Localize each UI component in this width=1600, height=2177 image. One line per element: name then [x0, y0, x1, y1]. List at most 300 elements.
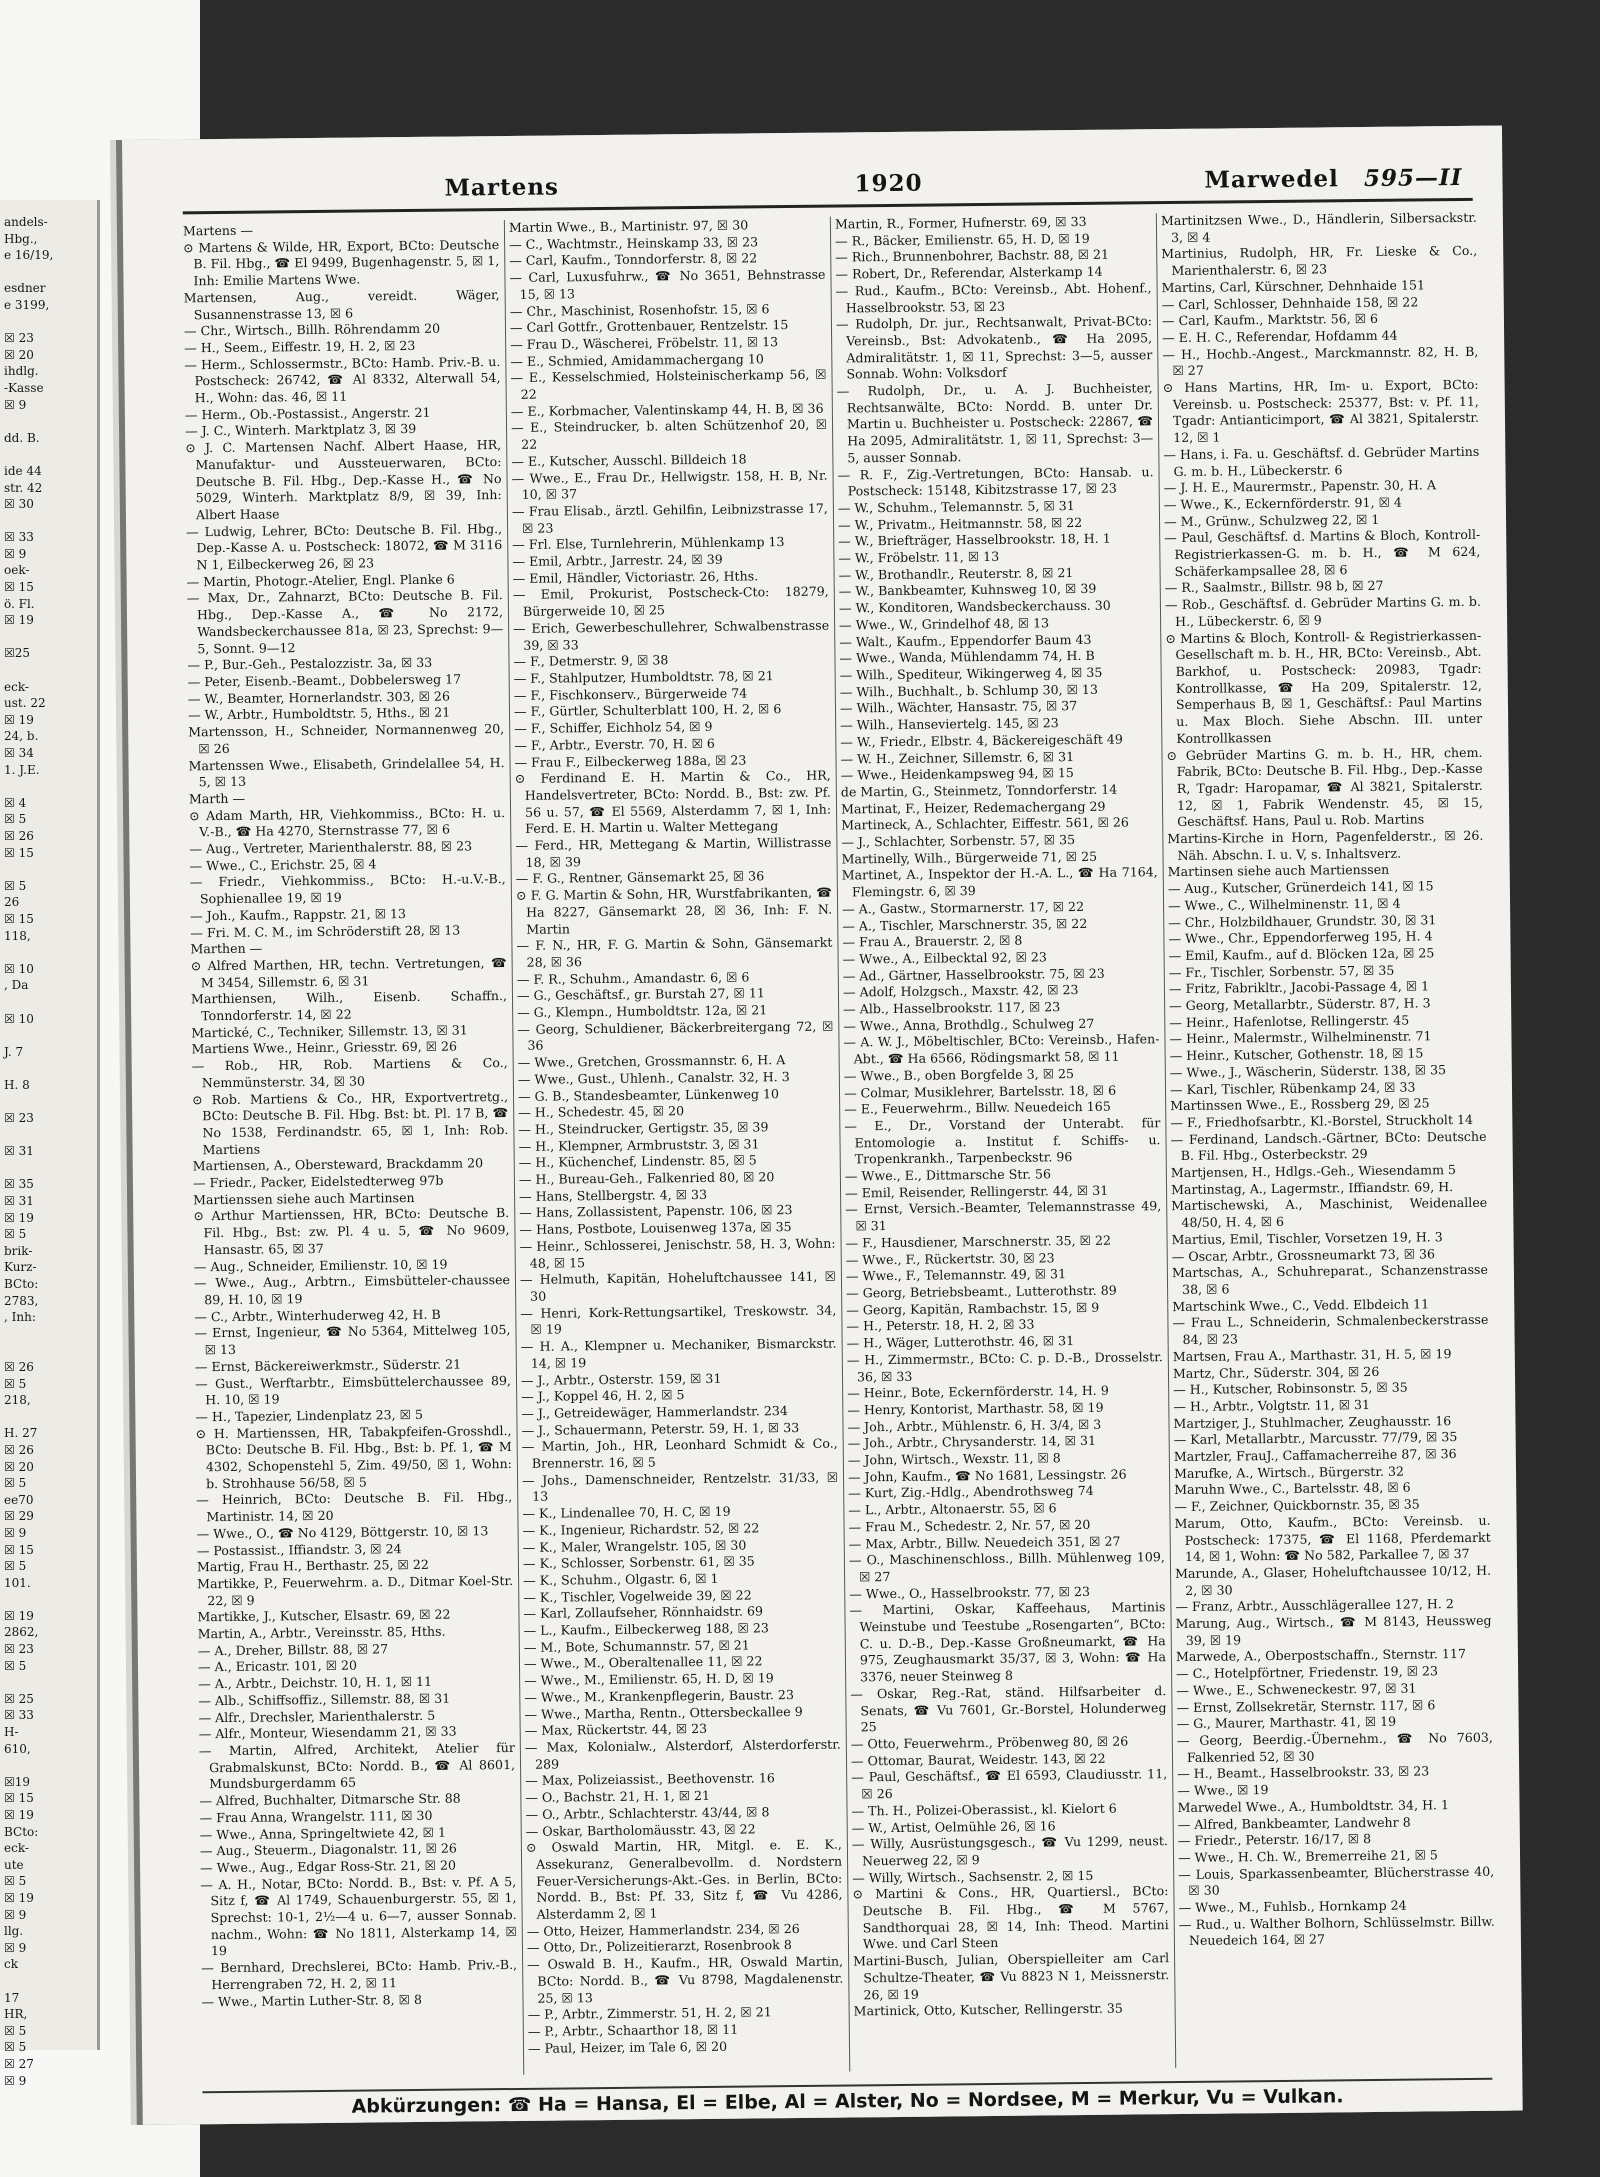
prev-page-line: 17 [4, 1990, 20, 2005]
directory-entry: Martienssen siehe auch Martinsen [193, 1189, 415, 1208]
prev-page-line: ide 44 [4, 463, 42, 478]
directory-entry: ⊙ H. Martienssen, HR, Tabakpfeifen-Grosshdl., BCto: Deutsche B. Fil. Hbg., Bst: b. Pf. 1, ☎ M 4302, Schopenstehl 5, Zim. 49/50, ☒ 1, Wohn: b. Strohhause 56/58, ☒ 5 [195, 1422, 512, 1491]
directory-entry: — Robert, Dr., Referendar, Alsterkamp 14 [835, 263, 1103, 282]
directory-entry: — W., Arbtr., Humboldtstr. 5, Hths., ☒ 21 [187, 704, 451, 723]
directory-entry: — Karl, Metallarbtr., Marcusstr. 77/79, ☒ 35 [1173, 1429, 1458, 1448]
directory-entry: — E., Steindrucker, b. alten Schützenhof 20, ☒ 22 [510, 417, 828, 452]
directory-entry: — K., Tischler, Vogelweide 39, ☒ 22 [523, 1587, 752, 1605]
directory-entry: Marufke, A., Wirtsch., Bürgerstr. 32 [1173, 1463, 1405, 1481]
prev-page-line: 610, [4, 1741, 31, 1756]
prev-page-line [4, 1160, 97, 1177]
prev-page-line: ☒ 33 [4, 1708, 34, 1723]
page-number: 595—II [1363, 163, 1463, 192]
directory-entry: — M., Grünw., Schulzweg 22, ☒ 1 [1163, 511, 1380, 529]
directory-entry: — Martini, Oskar, Kaffeehaus, Martinis Weinstube und Teestube „Rosengarten“, BCto: C. u. D.-B., Dep.-Kasse Großneumarkt, ☎ Ha 975, Zeughausmarkt 35/37, ☒ 3, Wohn: ☎ Ha 3376, neuer Steinweg 8 [849, 1599, 1167, 1685]
directory-entry: — Alfr., Drechsler, Marienthalerstr. 5 [198, 1707, 436, 1725]
directory-entry: — W., Konditoren, Wandsbeckerchauss. 30 [838, 597, 1111, 616]
directory-entry: — G. B., Standesbeamter, Lünkenweg 10 [517, 1085, 780, 1104]
prev-page-line [4, 314, 97, 331]
directory-entry: — Emil, Prokurist, Postscheck-Cto: 18279, Bürgerweide 10, ☒ 25 [512, 584, 829, 619]
directory-entry: Martjensen, H., Hdlgs.-Geh., Wiesendamm 5 [1170, 1162, 1457, 1181]
directory-entry: — Ferdinand, Landsch.-Gärtner, BCto: Deutsche B. Fil. Hbg., Osterbeckstr. 29 [1170, 1128, 1487, 1164]
prev-page-line: ☒ 15 [4, 845, 34, 860]
directory-entry: Martins-Kirche in Horn, Pagenfelderstr., ☒ 26. Näh. Abschn. I. u. V, s. Inhaltsverz. [1167, 827, 1484, 863]
prev-page-line: ☒ 4 [4, 795, 27, 810]
prev-page-line [4, 446, 97, 463]
directory-entry: — H., Seem., Eiffestr. 19, H. 2, ☒ 23 [184, 337, 416, 356]
prev-page-line: andels- [4, 215, 48, 229]
prev-page-line: ☒ 19 [4, 1890, 34, 1905]
prev-page-line: ☒ 5 [4, 1559, 27, 1574]
directory-entry: — E., Feuerwehrm., Billw. Neuedeich 165 [844, 1098, 1111, 1117]
prev-page-line: ☒ 19 [4, 1608, 34, 1623]
column-3 [835, 213, 1170, 2071]
prev-page-line [4, 264, 97, 281]
directory-entry: — E., Korbmacher, Valentinskamp 44, H. B, ☒ 36 [510, 400, 824, 419]
prev-page-line: 26 [4, 895, 20, 910]
directory-entry: — Frl. Else, Turnlehrerin, Mühlenkamp 13 [512, 534, 785, 553]
directory-entry: — Wwe., M., Emilienstr. 65, H. D, ☒ 19 [524, 1670, 774, 1689]
directory-entry: — A., Ericastr. 101, ☒ 20 [197, 1658, 358, 1675]
directory-entry: — R., Saalmstr., Billstr. 98 b, ☒ 27 [1164, 578, 1384, 596]
directory-entry: — Wilh., Hanseviertelg. 145, ☒ 23 [840, 715, 1059, 733]
directory-entry: — G., Geschäftsf., gr. Burstah 27, ☒ 11 [516, 985, 765, 1004]
prev-page-line [4, 1027, 97, 1044]
directory-entry: — Peter, Eisenb.-Beamt., Dobbelersweg 17 [187, 671, 462, 690]
directory-entry: — Heinr., Schlosserei, Jenischstr. 58, H. 3, Wohn: 48, ☒ 15 [519, 1235, 836, 1271]
directory-entry: — A., Gastw., Stormarnerstr. 17, ☒ 22 [842, 898, 1085, 917]
directory-entry: — Heinr., Kutscher, Gothenstr. 18, ☒ 15 [1169, 1045, 1424, 1064]
directory-entry: — H., Peterstr. 18, H. 2, ☒ 33 [846, 1316, 1035, 1334]
directory-entry: Martziger, J., Stuhlmacher, Zeughausstr. 16 [1173, 1412, 1452, 1431]
prev-page-line: ck [4, 1957, 18, 1972]
directory-entry: — W., Bankbeamter, Kuhnsweg 10, ☒ 39 [838, 581, 1097, 599]
prev-page-line [4, 662, 97, 679]
directory-entry: — Paul, Heizer, im Tale 6, ☒ 20 [527, 2038, 728, 2056]
directory-entry: — H., Kutscher, Robinsonstr. 5, ☒ 35 [1173, 1379, 1408, 1398]
directory-entry: — H., Wäger, Lutterothstr. 46, ☒ 31 [846, 1333, 1075, 1351]
prev-page-line: BCto: [4, 1277, 39, 1291]
prev-page-line: ☒19 [4, 1774, 31, 1789]
directory-entry: — Chr., Maschinist, Rosenhofstr. 15, ☒ 6 [509, 300, 770, 319]
directory-entry: — Wwe., C., Wilhelminenstr. 11, ☒ 4 [1167, 895, 1401, 913]
directory-entry: — Carl Gottfr., Grottenbauer, Rentzelstr. 15 [509, 317, 789, 336]
directory-entry: Martinick, Otto, Kutscher, Rellingerstr. 35 [853, 2000, 1123, 2019]
prev-page-line: ☒ 29 [4, 1509, 34, 1524]
directory-entry: — Alfred, Buchhalter, Ditmarsche Str. 88 [199, 1790, 461, 1809]
directory-entry: — K., Maler, Wrangelstr. 105, ☒ 30 [522, 1537, 747, 1555]
prev-page-line: ☒ 5 [4, 1874, 27, 1889]
prev-page-line: ☒ 19 [4, 1808, 34, 1822]
directory-entry: — J. C., Winterh. Marktplatz 3, ☒ 39 [184, 421, 417, 439]
directory-entry: — H., Klempner, Armbruststr. 3, ☒ 31 [518, 1136, 760, 1154]
directory-entry: — Rob., HR, Rob. Martiens & Co., Nemmünsterstr. 34, ☒ 30 [191, 1055, 508, 1091]
directory-entry: — Helmuth, Kapitän, Hoheluftchaussee 141, ☒ 30 [519, 1268, 837, 1304]
prev-page-line: ☒ 9 [4, 1940, 27, 1955]
directory-entry: — Oskar, Reg.-Rat, ständ. Hilfsarbeiter d. Senats, ☎ Vu 7601, Gr.-Borstel, Holunderweg 25 [850, 1683, 1167, 1735]
directory-entry: Martinet, A., Inspektor der H.-A. L., ☎ Ha 7164, Flemingstr. 6, ☒ 39 [841, 864, 1158, 900]
prev-page-line: Kurz- [4, 1260, 37, 1275]
directory-entry: — F., Detmerstr. 9, ☒ 38 [513, 652, 669, 670]
directory-entry: — O., Arbtr., Schlachterstr. 43/44, ☒ 8 [525, 1804, 770, 1822]
directory-entry: — H., Arbtr., Volgtstr. 11, ☒ 31 [1173, 1396, 1371, 1414]
directory-entry: — Wilh., Wächter, Hansastr. 75, ☒ 37 [839, 698, 1078, 716]
directory-entry: Martikke, P., Feuerwehrm. a. D., Ditmar Koel-Str. 22, ☒ 9 [197, 1572, 514, 1608]
prev-page-line: ☒ 19 [4, 613, 34, 628]
directory-entry: — Alfred, Bankbeamter, Landwehr 8 [1177, 1814, 1411, 1832]
directory-entry: — Martin, Photogr.-Atelier, Engl. Planke 6 [186, 571, 455, 590]
prev-page-line: ☒ 10 [4, 1011, 34, 1026]
directory-entry: — K., Schuhm., Olgastr. 6, ☒ 1 [523, 1570, 719, 1588]
directory-entry: — Alb., Hasselbrookstr. 117, ☒ 23 [843, 999, 1061, 1017]
prev-page-line: ☒ 20 [4, 347, 34, 362]
directory-entry: Martiensen, A., Obersteward, Brackdamm 20 [192, 1155, 484, 1174]
prev-page-line: ☒ 15 [4, 911, 34, 926]
prev-page-line: ☒ 5 [4, 1658, 27, 1673]
directory-entry: — Wwe., Wanda, Mühlendamm 74, H. B [839, 648, 1095, 666]
directory-entry: — H., Küchenchef, Lindenstr. 85, ☒ 5 [518, 1152, 757, 1171]
prev-page-line [4, 1127, 97, 1144]
prev-page-line [4, 629, 97, 646]
prev-page-line [4, 513, 97, 530]
directory-entry: Martinius, Rudolph, HR, Fr. Lieske & Co., Marienthalerstr. 6, ☒ 23 [1161, 243, 1478, 279]
prev-page-line: ☒ 34 [4, 746, 34, 760]
prev-page-line: ☒ 23 [4, 1642, 34, 1657]
directory-entry: Marum, Otto, Kaufm., BCto: Vereinsb. u. Postscheck: 17375, ☎ El 1168, Pferdemarkt 14, ☒ 1, Wohn: ☎ No 582, Parkallee 7, ☒ 37 [1174, 1512, 1491, 1565]
prev-page-line: e 3199, [4, 297, 50, 312]
directory-entry: — Wwe., Gust., Uhlenh., Canalstr. 32, H. 3 [517, 1068, 790, 1087]
directory-entry: — Friedr., Peterstr. 16/17, ☒ 8 [1177, 1831, 1372, 1849]
directory-entry: ⊙ Arthur Martienssen, HR, BCto: Deutsche B. Fil. Hbg., Bst: zw. Pl. 4 u. 5, ☎ No 9609, Hansastr. 65, ☒ 37 [193, 1205, 510, 1258]
directory-entry: Marth — [188, 790, 246, 807]
directory-entry: Martinat, F., Heizer, Redemachergang 29 [840, 798, 1106, 817]
prev-page-line: ☒ 9 [4, 1525, 27, 1540]
prev-page-line [4, 1342, 97, 1359]
directory-entry: — K., Schlosser, Sorbenstr. 61, ☒ 35 [522, 1553, 755, 1572]
directory-entry: — Adolf, Holzgsch., Maxstr. 42, ☒ 23 [842, 982, 1079, 1000]
prev-page-line: ☒ 15 [4, 580, 34, 595]
directory-entry: — Aug., Vertreter, Marienthalerstr. 88, ☒ 23 [189, 838, 473, 857]
directory-entry: — F. R., Schuhm., Amandastr. 6, ☒ 6 [516, 969, 750, 987]
prev-page-line: , Inh: [4, 1310, 36, 1325]
directory-entry: — Fri. M. C. M., im Schröderstift 28, ☒ 13 [190, 922, 461, 940]
directory-entry: — J., Arbtr., Osterstr. 159, ☒ 31 [520, 1370, 722, 1388]
directory-entry: — Frau A., Brauerstr. 2, ☒ 8 [842, 932, 1023, 950]
directory-entry: — Wwe., W., Grindelhof 48, ☒ 13 [839, 615, 1050, 633]
prev-page-line: ☒ 23 [4, 1111, 34, 1126]
directory-entry: — Wwe., Aug., Arbtrn., Eimsbütteler-chaussee 89, H. 10, ☒ 19 [193, 1272, 511, 1308]
directory-entry: — Martin, Alfred, Architekt, Atelier für Grabmalskunst, BCto: Nordd. B., ☎ Al 8601, Mundsburgerdamm 65 [198, 1739, 516, 1792]
directory-entry: — Emil, Händler, Victoriastr. 26, Hths. [512, 568, 759, 586]
directory-entry: — Wwe., Anna, Brothdlg., Schulweg 27 [843, 1015, 1095, 1034]
directory-entry: — W., Schuhm., Telemannstr. 5, ☒ 31 [837, 497, 1075, 516]
directory-entry: — Georg, Metallarbtr., Süderstr. 87, H. 3 [1169, 995, 1431, 1014]
directory-entry: Marthen — [190, 940, 263, 957]
header-year: 1920 [854, 169, 923, 198]
directory-entry: — Wwe., M., Fuhlsb., Hornkamp 24 [1178, 1897, 1407, 1916]
directory-entry: — Oscar, Arbtr., Grossneumarkt 73, ☒ 36 [1171, 1245, 1436, 1264]
directory-entry: — J. H. E., Maurermstr., Papenstr. 30, H. A [1163, 477, 1437, 496]
directory-entry: — Wwe., Anna, Springeltwiete 42, ☒ 1 [199, 1824, 446, 1842]
directory-entry: — Ludwig, Lehrer, BCto: Deutsche B. Fil. Hbg., Dep.-Kasse A. u. Postscheck: 18072, ☎ M 3116 N 1, Eilbeckerweg 26, ☒ 23 [186, 520, 503, 573]
directory-entry: — Henry, Kontorist, Marthastr. 58, ☒ 19 [847, 1399, 1104, 1418]
directory-entry: Martenssen Wwe., Elisabeth, Grindelallee 54, H. 5, ☒ 13 [188, 754, 505, 790]
prev-page-line: ☒ 10 [4, 961, 34, 976]
directory-entry: — A., Dreher, Billstr. 88, ☒ 27 [197, 1641, 389, 1659]
directory-entry: — P., Bur.-Geh., Pestalozzistr. 3a, ☒ 33 [187, 655, 433, 673]
directory-entry: — Carl, Kaufm., Tonndorferstr. 8, ☒ 22 [509, 250, 758, 269]
directory-entry: — Johs., Damenschneider, Rentzelstr. 31/33, ☒ 13 [521, 1469, 839, 1505]
column-4 [1161, 210, 1496, 2068]
directory-entry: Marwede, A., Oberpostschaffn., Sternstr. 117 [1175, 1646, 1467, 1665]
prev-page-line: ☒ 35 [4, 1177, 34, 1192]
directory-entry: — Th. H., Polizei-Oberassist., kl. Kielort 6 [851, 1800, 1117, 1819]
directory-entry: — O., Bachstr. 21, H. 1, ☒ 21 [525, 1788, 711, 1805]
header-last-name: Marwedel [1204, 165, 1339, 194]
directory-entry: Martschas, A., Schuhreparat., Schanzenstrasse 38, ☒ 6 [1171, 1262, 1488, 1297]
directory-entry: — Wwe., F., Telemannstr. 49, ☒ 31 [845, 1266, 1067, 1284]
column-1 [183, 220, 518, 2078]
directory-entry: — G., Klempn., Humboldtstr. 12a, ☒ 21 [517, 1002, 768, 1020]
directory-entry: — Joh., Arbtr., Mühlenstr. 6, H. 3/4, ☒ 3 [847, 1416, 1102, 1435]
prev-page-line [4, 861, 97, 878]
directory-entry: — Hans, Stellbergstr. 4, ☒ 33 [519, 1186, 708, 1204]
directory-entry: — Otto, Dr., Polizeitierarzt, Rosenbrook 8 [526, 1937, 792, 1956]
directory-entry: — H., Schedestr. 45, ☒ 20 [518, 1103, 685, 1121]
directory-entry: — Oswald B. H., Kaufm., HR, Oswald Martin, BCto: Nordd. B., ☎ Vu 8798, Magdalenenstr. 25, ☒ 13 [527, 1953, 844, 2006]
prev-page-line: ☒ 19 [4, 712, 34, 727]
directory-entry: — Wwe., O., ☎ No 4129, Böttgerstr. 10, ☒ 13 [196, 1523, 489, 1542]
directory-entry: — W., Brothandlr., Reuterstr. 8, ☒ 21 [838, 564, 1074, 583]
directory-entry: — Paul, Geschäftsf., ☎ El 6593, Claudiusstr. 11, ☒ 26 [851, 1766, 1168, 1802]
directory-entry: — Hans, i. Fa. u. Geschäftsf. d. Gebrüder Martins G. m. b. H., Lübeckerstr. 6 [1163, 443, 1480, 479]
directory-entry: — Rud., u. Walther Bolhorn, Schlüsselmstr. Billw. Neuedeich 164, ☒ 27 [1178, 1913, 1495, 1949]
directory-entry: Martin, R., Former, Hufnerstr. 69, ☒ 33 [834, 213, 1087, 232]
directory-entry: — Max, Kolonialw., Alsterdorf, Alsterdorferstr. 289 [524, 1736, 841, 1772]
directory-entry: — Karl, Zollaufseher, Rönnhaidstr. 69 [523, 1603, 764, 1622]
prev-page-line: eck- [4, 679, 29, 694]
directory-entry: — Ernst, Zollsekretär, Sternstr. 117, ☒ 6 [1176, 1696, 1436, 1715]
prev-page-line: str. 42 [4, 480, 43, 495]
prev-page-line: 2783, [4, 1293, 39, 1308]
directory-entry: — John, Wirtsch., Wexstr. 11, ☒ 8 [847, 1450, 1061, 1468]
directory-entry: — E., Schmied, Amidammachergang 10 [510, 350, 764, 369]
directory-entry: — Max, Polizeiassist., Beethovenstr. 16 [525, 1770, 775, 1789]
directory-entry: — Joh., Arbtr., Chrysanderstr. 14, ☒ 31 [847, 1433, 1097, 1451]
directory-entry: — Frau Anna, Wrangelstr. 111, ☒ 30 [199, 1807, 433, 1826]
prev-page-line: ☒ 26 [4, 1359, 34, 1374]
directory-entry: — Chr., Holzbildhauer, Grundstr. 30, ☒ 31 [1168, 911, 1437, 930]
prev-page-line: ☒ 31 [4, 1194, 34, 1209]
prev-page-line: 118, [4, 928, 31, 943]
directory-entry: — Willy, Wirtsch., Sachsenstr. 2, ☒ 15 [852, 1867, 1094, 1886]
prev-page-line: 2862, [4, 1625, 39, 1640]
directory-entry: — Alb., Schiffsoffiz., Sillemstr. 88, ☒ 31 [198, 1690, 451, 1709]
directory-entry: — Wwe., M., Oberaltenallee 11, ☒ 22 [523, 1653, 763, 1672]
directory-entry: — Franz, Arbtr., Ausschlägerallee 127, H. 2 [1175, 1596, 1454, 1615]
directory-entry: Martiens Wwe., Heinr., Griesstr. 69, ☒ 26 [191, 1038, 458, 1057]
directory-entry: — Hans, Zollassistent, Papenstr. 106, ☒ 23 [519, 1202, 793, 1221]
prev-page-line [4, 1757, 97, 1774]
prev-page-line: brik- [4, 1243, 33, 1258]
directory-entry: — H., Zimmermstr., BCto: C. p. D.-B., Drosselstr. 36, ☒ 33 [846, 1348, 1163, 1384]
directory-entry: Martens — [182, 222, 254, 239]
prev-page-line: ö. Fl. [4, 596, 35, 611]
prev-page-line [4, 944, 97, 961]
directory-entry: — Henri, Kork-Rettungsartikel, Treskowstr. 34, ☒ 19 [520, 1302, 837, 1338]
directory-entry: — Emil, Reisender, Rellingerstr. 44, ☒ 31 [844, 1182, 1109, 1201]
directory-entry: — Emil, Kaufm., auf d. Blöcken 12a, ☒ 25 [1168, 945, 1435, 964]
directory-entry: — F., Gürtler, Schulterblatt 100, H. 2, ☒ 6 [513, 701, 782, 720]
directory-entry: Martinitzsen Wwe., D., Händlerin, Silbersackstr. 3, ☒ 4 [1160, 209, 1477, 245]
directory-entry: — Fritz, Fabrikltr., Jacobi-Passage 4, ☒ 1 [1168, 978, 1430, 997]
prev-page-line [4, 1674, 97, 1691]
directory-entry: — Wwe., Heidenkampsweg 94, ☒ 15 [840, 765, 1074, 783]
directory-entry: — J., Koppel 46, H. 2, ☒ 5 [521, 1387, 685, 1405]
directory-entry: — F., Stahlputzer, Humboldtstr. 78, ☒ 21 [513, 668, 774, 686]
directory-entry: — Louis, Sparkassenbeamter, Blücherstrasse 40, ☒ 30 [1178, 1863, 1495, 1899]
prev-page-line: ☒ 9 [4, 397, 27, 412]
directory-entry: — Ernst, Ingenieur, ☎ No 5364, Mittelweg 105, ☒ 13 [194, 1322, 511, 1358]
directory-entry: — J., Schlachter, Sorbenstr. 57, ☒ 35 [841, 832, 1076, 850]
prev-page-line: ☒ 15 [4, 1542, 34, 1557]
directory-entry: Martin, A., Arbtr., Vereinsstr. 85, Hths. [197, 1623, 446, 1642]
directory-entry: — C., Arbtr., Winterhuderweg 42, H. B [194, 1306, 441, 1325]
directory-entry: — Heinr., Hafenlotse, Rellingerstr. 45 [1169, 1012, 1410, 1030]
prev-page-line: ihdlg. [4, 364, 39, 379]
directory-entry: — H., Steindrucker, Gertigstr. 35, ☒ 39 [518, 1119, 769, 1137]
directory-entry: — R. F., Zig.-Vertretungen, BCto: Hansab. u. Postscheck: 15148, Kibitzstrasse 17, ☒ 23 [837, 463, 1154, 499]
directory-entry: — M., Bote, Schumannstr. 57, ☒ 21 [523, 1637, 750, 1655]
directory-entry: — A., Arbtr., Deichstr. 10, H. 1, ☒ 11 [198, 1674, 433, 1692]
directory-entry: Martius, Emil, Tischler, Vorsetzen 19, H. 3 [1171, 1229, 1443, 1247]
prev-page-line: ute [4, 1857, 24, 1872]
directory-entry: Martzler, FrauJ., Caffamacherreihe 87, ☒ 36 [1173, 1446, 1457, 1465]
directory-entry: — F., Hausdiener, Marschnerstr. 35, ☒ 22 [845, 1232, 1112, 1251]
directory-entry: — E. H. C., Referendar, Hofdamm 44 [1162, 327, 1398, 346]
directory-entry: — Rud., Kaufm., BCto: Vereinsb., Abt. Hohenf., Hasselbrookstr. 53, ☒ 23 [835, 280, 1152, 315]
directory-entry: — H. A., Klempner u. Mechaniker, Bismarckstr. 14, ☒ 19 [520, 1335, 837, 1371]
directory-entry: — A., Tischler, Marschnerstr. 35, ☒ 22 [842, 915, 1088, 934]
directory-entry: — Wwe., K., Eckernförderstr. 91, ☒ 4 [1163, 494, 1402, 513]
directory-entry: ⊙ Martins & Bloch, Kontroll- & Registrierkassen-Gesellschaft m. b. H., HR, BCto: Vereinsb., Abt. Barkhof, u. Postscheck: 20983, Tgadr: Kontrollkasse, ☎ Ha 209, Spitalerstr. 12, Semperhaus B, ☒ 1, Geschäftsf.: Paul Martins u. Max Bloch. Siehe Abschn. III. unter Kontrollkassen [1165, 627, 1483, 746]
directory-entry: — Frau M., Schedestr. 2, Nr. 57, ☒ 20 [848, 1516, 1091, 1535]
directory-entry: — Max, Dr., Zahnarzt, BCto: Deutsche B. Fil. Hbg., Dep.-Kasse A., ☎ No 2172, Wandsbeckerchaussee 81a, ☒ 23, Sprechst: 9—5, Sonnt. 9—12 [186, 587, 504, 656]
directory-entry: — Aug., Kutscher, Grünerdeich 141, ☒ 15 [1167, 878, 1434, 897]
directory-entry: — H., Hochb.-Angest., Marckmannstr. 82, H. B, ☒ 27 [1162, 343, 1479, 379]
header-first-name: Martens [444, 173, 560, 202]
directory-entry: — Walt., Kaufm., Eppendorfer Baum 43 [839, 631, 1092, 650]
prev-page-line [4, 1973, 97, 1990]
directory-entry: — W., Privatm., Heitmannstr. 58, ☒ 22 [837, 514, 1083, 533]
prev-page-line: H. 27 [4, 1426, 38, 1441]
directory-entry: — Paul, Geschäftsf. d. Martins & Bloch, Kontroll-Registrierkassen-G. m. b. H., ☎ M 624, Schäferkampsallee 28, ☒ 6 [1164, 527, 1481, 579]
prev-page-line: ☒ 5 [4, 1476, 27, 1491]
prev-page-line [4, 1326, 97, 1343]
prev-page-line: 24, b. [4, 729, 39, 744]
directory-entry: — L., Arbtr., Altonaerstr. 55, ☒ 6 [848, 1500, 1057, 1518]
directory-entry: — H., Bureau-Geh., Falkenried 80, ☒ 20 [518, 1169, 775, 1187]
directory-entry: — Aug., Steuerm., Diagonalstr. 11, ☒ 26 [199, 1840, 457, 1859]
prev-page-line: ☒ 9 [4, 546, 27, 561]
directory-entry: — Rudolph, Dr. jur., Rechtsanwalt, Privat-BCto: Vereinsb., Bst: Advokatenb., ☎ Ha 2095, Admiralitätstr. 1, ☒ 11, Sprechst: 3—5, ausser Sonnab. Wohn: Volksdorf [835, 313, 1153, 382]
directory-entry: — J., Getreidewäger, Hammerlandstr. 234 [521, 1403, 788, 1421]
directory-entry: Martinstag, A., Lagermstr., Iffiandstr. 69, H. [1170, 1178, 1454, 1197]
directory-entry: — Georg, Kapitän, Rambachstr. 15, ☒ 9 [846, 1299, 1100, 1318]
directory-entry: — Ottomar, Baurat, Weidestr. 143, ☒ 22 [850, 1750, 1106, 1769]
prev-page-line: esdner [4, 281, 46, 296]
directory-entry: ⊙ Hans Martins, HR, Im- u. Export, BCto: Vereinsb. u. Postscheck: 25377, Bst: v. Pf. 11, Tgadr: Antianticimport, ☎ Al 3821, Spitalerstr. 12, ☒ 1 [1162, 376, 1480, 446]
directory-entry: — A. W. J., Möbeltischler, BCto: Vereinsb., Hafen-Abt., ☎ Ha 6566, Rödingsmarkt 58, ☒ 11 [843, 1031, 1160, 1067]
abbreviations-footer: Abkürzungen: ☎ Ha = Hansa, El = Elbe, Al = Alster, No = Nordsee, M = Merkur, Vu = Vulkan. [202, 2078, 1492, 2126]
directory-entry: — J., Schauermann, Peterstr. 59, H. 1, ☒ 33 [521, 1419, 800, 1438]
directory-entry: — W., Beamter, Hornerlandstr. 303, ☒ 26 [187, 688, 450, 707]
directory-entry: ⊙ Oswald Martin, HR, Mitgl. e. E. K., Assekuranz, Generalbevollm. d. Nordstern Feuer-Versicherungs-Akt.-Ges. in Berlin, BCto: Nordd. B., Bst: Pf. 33, Sitz f, ☎ Vu 4286, Alsterdamm 2, ☒ 1 [525, 1836, 843, 1922]
prev-page-line: ☒ 5 [4, 1376, 27, 1391]
directory-entry: Martin Wwe., B., Martinistr. 97, ☒ 30 [508, 217, 749, 235]
directory-entry: — Emil, Arbtr., Jarrestr. 24, ☒ 39 [512, 551, 723, 569]
directory-entry: — H., Tapezier, Lindenplatz 23, ☒ 5 [195, 1406, 424, 1425]
directory-entry: Martischewski, A., Maschinist, Weidenallee 48/50, H. 4, ☒ 6 [1171, 1195, 1488, 1231]
directory-entry: ⊙ Ferdinand E. H. Martin & Co., HR, Handelsvertreter, BCto: Nordd. B., Bst: zw. Pf. 56 u. 57, ☎ El 5569, Alsterdamm 7, ☒ 1, Inh: Ferd. E. H. Martin u. Walter Mettegang [514, 767, 832, 837]
directory-entry: — Erich, Gewerbeschullehrer, Schwalbenstrasse 39, ☒ 33 [513, 617, 830, 653]
prev-page-line: ☒ 26 [4, 828, 34, 843]
directory-entry: — O., Maschinenschloss., Billh. Mühlenweg 109, ☒ 27 [848, 1549, 1165, 1585]
directory-entry: ⊙ Martini & Cons., HR, Quartiersl., BCto: Deutsche B. Fil. Hbg., ☎ M 5767, Sandthorquai 28, ☒ 14, Inh: Theod. Martini Wwe. und Carl Steen [852, 1883, 1169, 1952]
directory-entry: — P., Arbtr., Schaarthor 18, ☒ 11 [527, 2021, 739, 2039]
directory-entry: Martsen, Frau A., Marthastr. 31, H. 5, ☒ 19 [1172, 1345, 1452, 1364]
directory-entry: — H., Beamt., Hasselbrookstr. 33, ☒ 23 [1177, 1763, 1430, 1782]
directory-entry: — Heinr., Bote, Eckernförderstr. 14, H. 9 [847, 1382, 1109, 1401]
directory-entry: — Friedr., Packer, Eidelstedterweg 97b [192, 1172, 444, 1191]
directory-entry: ⊙ F. G. Martin & Sohn, HR, Wurstfabrikanten, ☎ Ha 8227, Gänsemarkt 28, ☒ 36, Inh: F. N. Martin [515, 884, 833, 937]
directory-entry: Martikke, J., Kutscher, Elsastr. 69, ☒ 22 [197, 1607, 451, 1625]
directory-entry: — F. N., HR, F. G. Martin & Sohn, Gänsemarkt 28, ☒ 36 [516, 934, 833, 970]
prev-page-line: Hbg., [4, 231, 38, 246]
directory-entry: — Joh., Kaufm., Rappstr. 21, ☒ 13 [190, 905, 407, 924]
directory-entry: — Bernhard, Drechslerei, BCto: Hamb. Priv.-B., Herrengraben 72, H. 2, ☒ 11 [201, 1957, 518, 1992]
directory-entry: — Carl, Kaufm., Marktstr. 56, ☒ 6 [1161, 311, 1379, 329]
prev-page-line: ☒ 5 [4, 878, 27, 893]
directory-entry: — Colmar, Musiklehrer, Bartelsstr. 18, ☒ 6 [843, 1082, 1117, 1101]
directory-entry: — G., Maurer, Marthastr. 41, ☒ 19 [1176, 1714, 1397, 1732]
prev-page-line: ☒ 25 [4, 1691, 34, 1706]
directory-entry: — Ernst, Bäckereiwerkmstr., Süderstr. 21 [194, 1356, 462, 1375]
directory-entry: Martins, Carl, Kürschner, Dehnhaide 151 [1161, 277, 1426, 295]
directory-entry: Martensson, H., Schneider, Normannenweg 20, ☒ 26 [188, 721, 505, 757]
prev-page-line [4, 1591, 97, 1608]
directory-entry: — Friedr., Viehkommiss., BCto: H.-u.V.-B., Sophienallee 19, ☒ 19 [189, 871, 506, 907]
directory-entry: Marthiensen, Wilh., Eisenb. Schaffn., Tonndorferstr. 14, ☒ 22 [190, 988, 508, 1024]
prev-page-line: 1. J.E. [4, 762, 40, 777]
prev-page-line: ☒25 [4, 646, 31, 661]
prev-page-line: llg. [4, 1924, 24, 1939]
prev-page-line [4, 778, 97, 795]
directory-entry: — Kurt, Zig.-Hdlg., Abendrothsweg 74 [848, 1483, 1094, 1501]
prev-page-line [4, 994, 97, 1011]
directory-entry: — Postassist., Iffiandstr. 3, ☒ 24 [196, 1540, 402, 1558]
directory-entry: Martineck, A., Schlachter, Eiffestr. 561, ☒ 26 [841, 814, 1129, 833]
directory-entry: — Wwe., A., Eilbecktal 92, ☒ 23 [842, 949, 1047, 967]
prev-page-line: ☒ 31 [4, 1144, 34, 1159]
directory-entry: — Gust., Werftarbtr., Eimsbüttelerchaussee 89, H. 10, ☒ 19 [194, 1372, 512, 1408]
prev-page-line: oek- [4, 563, 30, 578]
prev-page-line: -Kasse [4, 380, 44, 395]
directory-entry: — Otto, Feuerwehrm., Pröbenweg 80, ☒ 26 [850, 1733, 1129, 1752]
directory-entry: — Wwe., ☒ 19 [1177, 1782, 1269, 1799]
directory-entry: — Herm., Schlossermstr., BCto: Hamb. Priv.-B. u. Postscheck: 26742, ☎ Al 8332, Alterwall 54, H., Wohn: das. 46, ☒ 11 [184, 353, 501, 406]
directory-entry: — Ferd., HR, Mettegang & Martin, Willistrasse 18, ☒ 39 [515, 834, 832, 870]
